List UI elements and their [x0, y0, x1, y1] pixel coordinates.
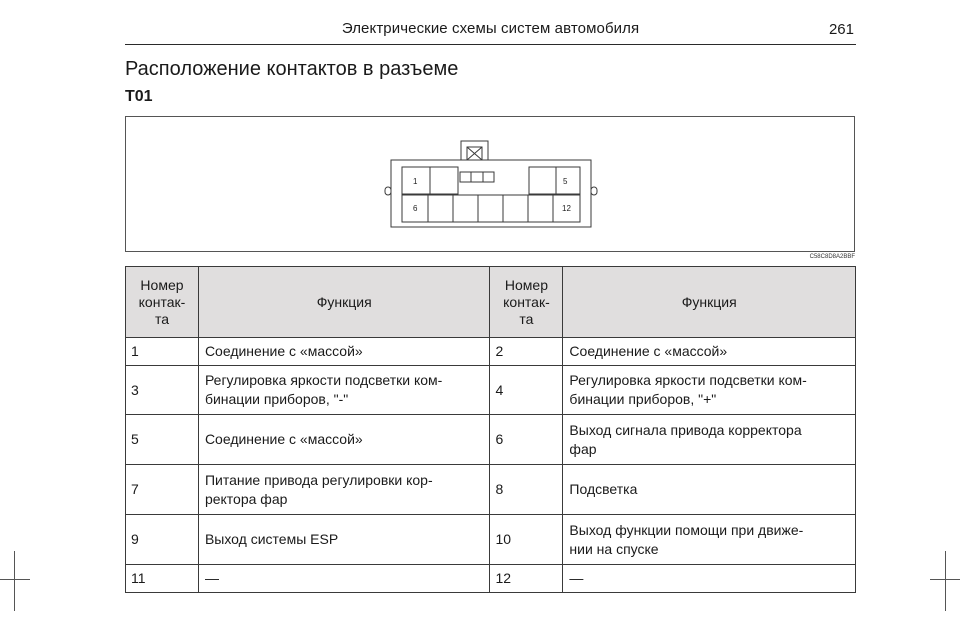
pin-number: 5	[126, 415, 199, 465]
pin-label-6: 6	[413, 204, 418, 213]
table-row	[126, 415, 856, 465]
pin-function: Соединение с «массой»	[563, 338, 856, 366]
pin-function: —	[198, 565, 490, 593]
header-function: Функция	[198, 267, 490, 338]
page-number: 261	[828, 21, 854, 38]
pin-cavity-9	[478, 195, 503, 222]
crop-mark	[0, 579, 30, 580]
table-header-row	[126, 267, 856, 338]
table-row	[126, 565, 856, 593]
pin-function: Подсветка	[563, 465, 856, 515]
pin-number: 7	[126, 465, 199, 515]
table-row	[126, 366, 856, 415]
pin-function: Питание привода регулировки кор- ректора фар	[198, 465, 490, 515]
pin-cavity-7	[428, 195, 453, 222]
top-key	[461, 141, 488, 160]
pin-number: 1	[126, 338, 199, 366]
table-row	[126, 515, 856, 565]
pin-number: 3	[126, 366, 199, 415]
pin-number: 6	[490, 415, 563, 465]
header-pin-number: Номер контак- та	[126, 267, 199, 338]
pin-cavity-2	[430, 167, 458, 194]
left-latch	[385, 187, 391, 195]
table-row	[126, 465, 856, 515]
header-pin-number: Номер контак- та	[490, 267, 563, 338]
pin-cavity-5	[556, 167, 580, 194]
pin-function: Выход сигнала привода корректора фар	[563, 415, 856, 465]
pin-cavity-10	[503, 195, 528, 222]
pin-number: 9	[126, 515, 199, 565]
table-row	[126, 338, 856, 366]
connector-figure	[125, 116, 855, 252]
right-latch	[591, 187, 597, 195]
pin-function: Регулировка яркости подсветки ком- бинации приборов, "+"	[563, 366, 856, 415]
pin-number: 10	[490, 515, 563, 565]
pin-function-table	[125, 266, 856, 593]
pin-label-1: 1	[413, 177, 418, 186]
section-title: Расположение контактов в разъеме	[125, 58, 459, 80]
figure-code: C58C8D8A2BBF	[809, 254, 855, 260]
running-title: Электрические схемы систем автомобиля	[341, 20, 640, 37]
crop-mark	[14, 551, 15, 611]
pin-number: 11	[126, 565, 199, 593]
pin-number: 12	[490, 565, 563, 593]
center-lock	[460, 172, 494, 182]
pin-label-5: 5	[563, 177, 568, 186]
crop-mark	[945, 551, 946, 611]
pin-function: Соединение с «массой»	[198, 338, 490, 366]
pin-cavity-8	[453, 195, 478, 222]
connector-diagram	[126, 117, 856, 253]
pin-function: —	[563, 565, 856, 593]
pin-label-12: 12	[562, 204, 571, 213]
pin-number: 4	[490, 366, 563, 415]
pin-number: 8	[490, 465, 563, 515]
table-body	[126, 338, 856, 593]
pin-function: Выход функции помощи при движе- нии на спуске	[563, 515, 856, 565]
pin-cavity-4	[529, 167, 556, 194]
header-function: Функция	[563, 267, 856, 338]
connector-code: T01	[125, 88, 153, 105]
pin-function: Выход системы ESP	[198, 515, 490, 565]
pin-function: Соединение с «массой»	[198, 415, 490, 465]
pin-function: Регулировка яркости подсветки ком- бинации приборов, "-"	[198, 366, 490, 415]
pin-cavity-11	[528, 195, 553, 222]
pin-number: 2	[490, 338, 563, 366]
running-header	[125, 0, 856, 45]
